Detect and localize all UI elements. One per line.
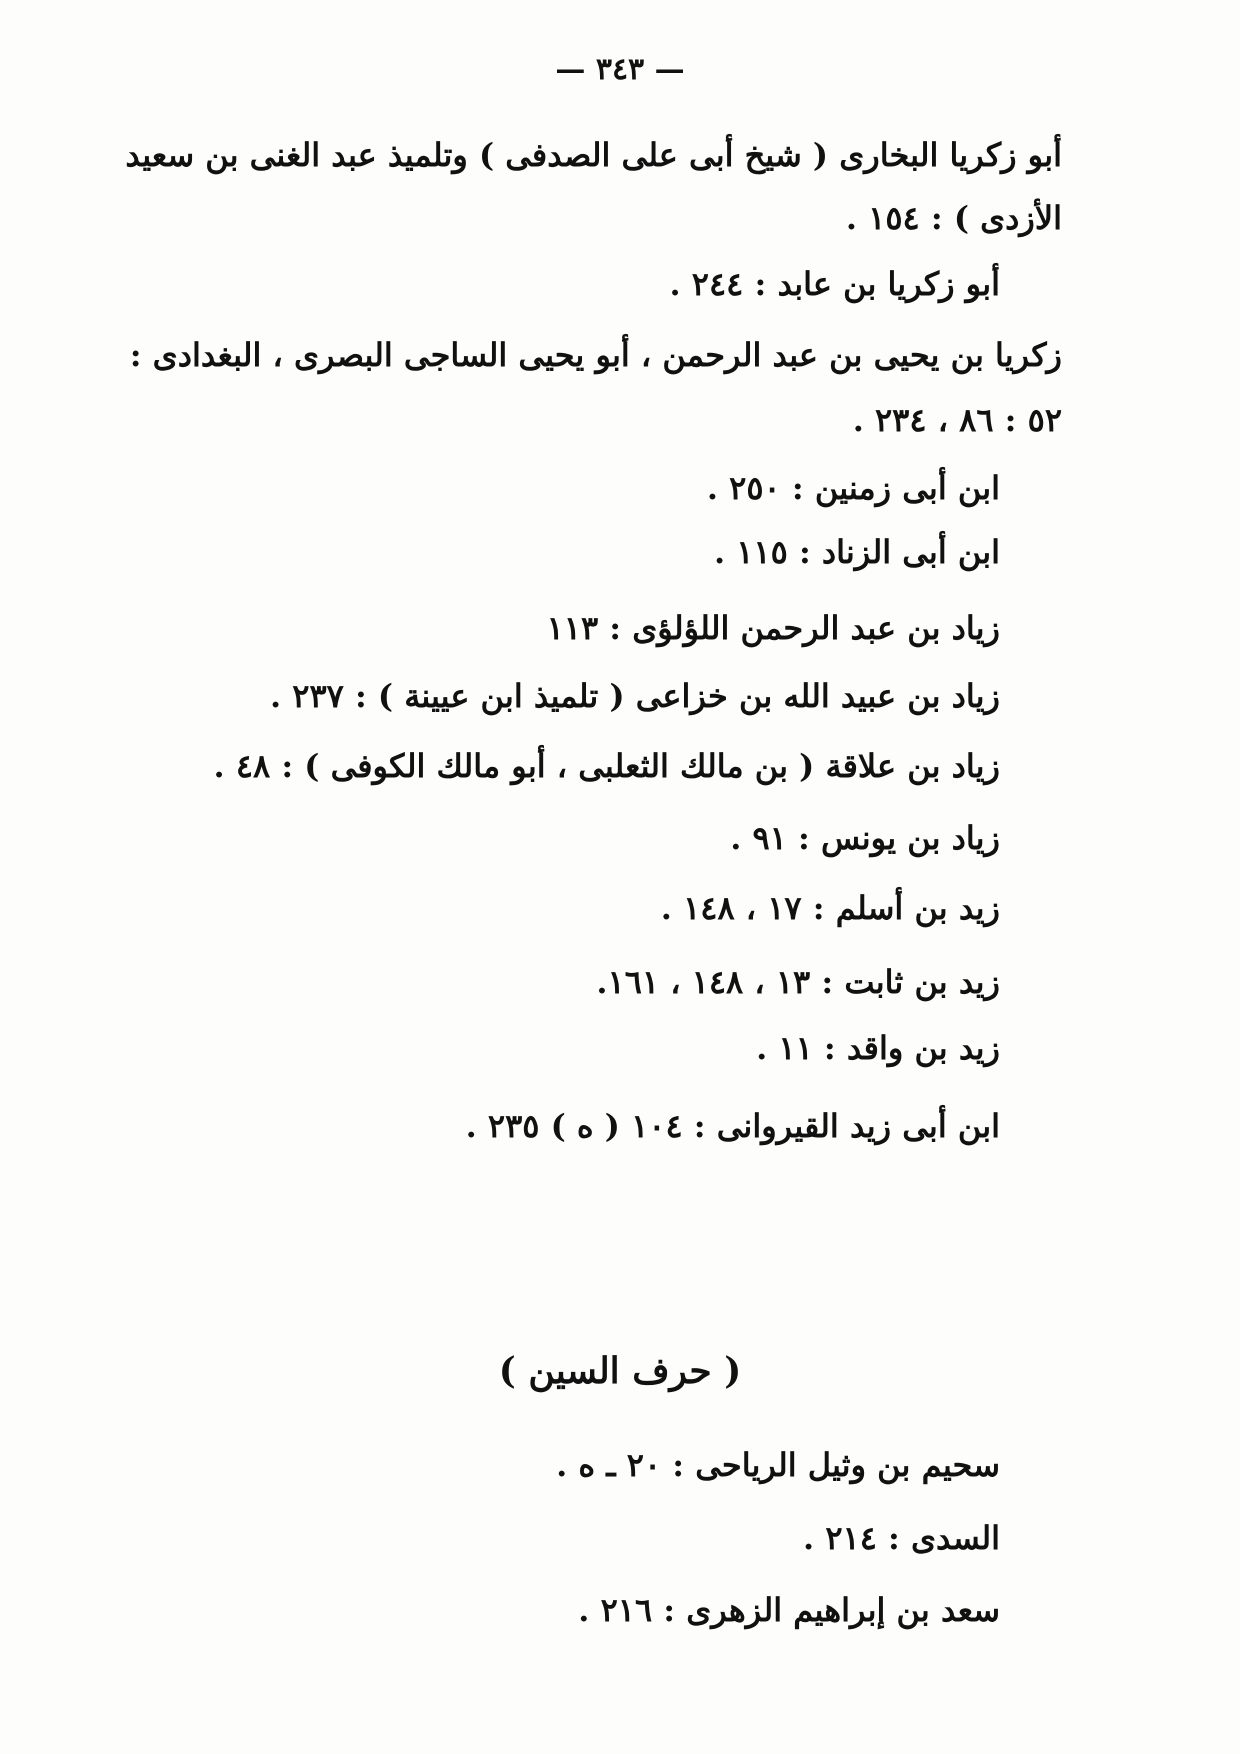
index-entry: زياد بن عبيد الله بن خزاعى ( تلميذ ابن عيينة ) : ٢٣٧ . — [269, 677, 1000, 715]
index-entry: زيد بن واقد : ١١ . — [756, 1029, 1000, 1067]
index-entry: ابن أبى زمنين : ٢٥٠ . — [706, 469, 1000, 507]
index-entry: زياد بن يونس : ٩١ . — [730, 819, 1000, 857]
section-heading: ( حرف السين ) — [498, 1350, 742, 1392]
index-entry: زياد بن عبد الرحمن اللؤلؤى : ١١٣ — [546, 609, 1000, 647]
index-entry: سعد بن إبراهيم الزهرى : ٢١٦ . — [578, 1591, 1000, 1629]
index-entry: زياد بن علاقة ( بن مالك الثعلبى ، أبو مالك الكوفى ) : ٤٨ . — [213, 747, 1000, 785]
index-entry: زيد بن ثابت : ١٣ ، ١٤٨ ، ١٦١. — [596, 963, 1000, 1001]
index-entry: زيد بن أسلم : ١٧ ، ١٤٨ . — [660, 889, 1000, 927]
index-entry-continuation: الأزدى ) : ١٥٤ . — [845, 199, 1062, 237]
index-entry: السدى : ٢١٤ . — [803, 1519, 1000, 1557]
index-entry: ابن أبى زيد القيروانى : ١٠٤ ( ه ) ٢٣٥ . — [465, 1107, 1000, 1145]
index-entry: أبو زكريا البخارى ( شيخ أبى على الصدفى ) وتلميذ عبد الغنى بن سعيد — [125, 136, 1062, 174]
index-entry: سحيم بن وثيل الرياحى : ٢٠ ـ ه . — [556, 1446, 1000, 1484]
index-entry-continuation: ٥٢ : ٨٦ ، ٢٣٤ . — [852, 401, 1062, 439]
index-entry: ابن أبى الزناد : ١١٥ . — [713, 533, 1000, 571]
page-number: — ٣٤٣ — — [555, 52, 685, 87]
index-entry: أبو زكريا بن عابد : ٢٤٤ . — [669, 265, 1000, 303]
index-entry: زكريا بن يحيى بن عبد الرحمن ، أبو يحيى الساجى البصرى ، البغدادى : — [129, 336, 1062, 374]
